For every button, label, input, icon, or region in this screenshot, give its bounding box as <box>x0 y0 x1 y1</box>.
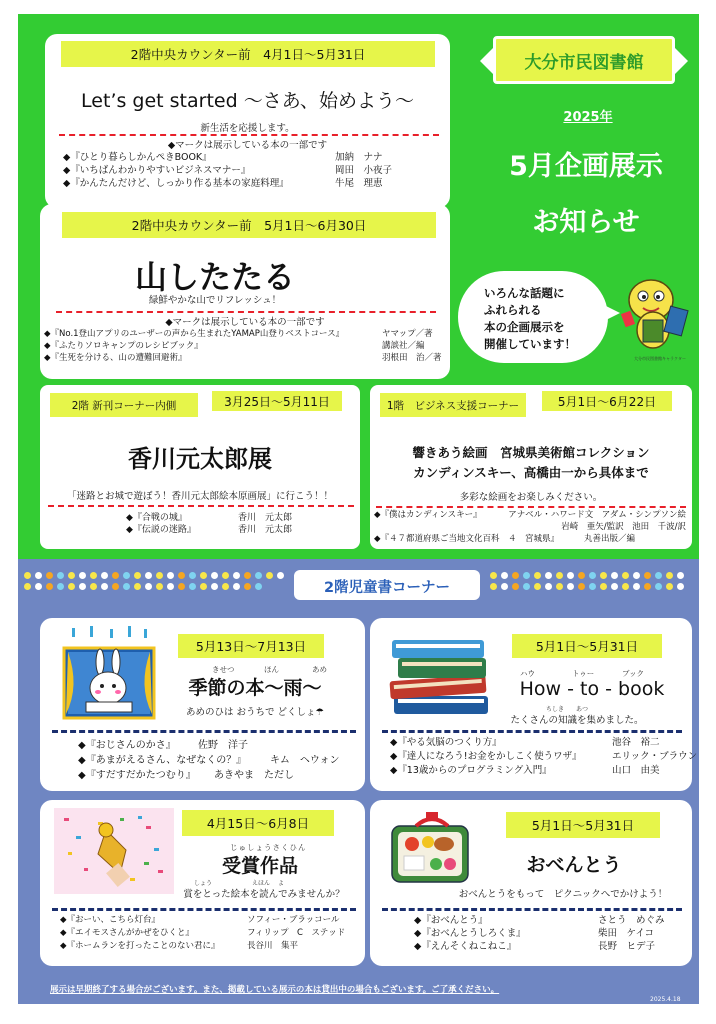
decorative-dot <box>222 572 229 579</box>
decorative-dot <box>189 572 196 579</box>
list-item <box>44 340 442 352</box>
decorative-dot <box>545 572 552 579</box>
ruby: あめ <box>312 665 327 674</box>
decorative-dot <box>46 572 53 579</box>
decorative-dot <box>134 572 141 579</box>
exhibit-business-card <box>370 385 692 549</box>
decorative-dot <box>578 583 585 590</box>
decorative-dot <box>112 583 119 590</box>
divider <box>48 505 354 507</box>
decorative-dot <box>512 572 519 579</box>
mascot-caption: 大分市民図書館キャラクター <box>634 356 686 361</box>
decorative-dot <box>523 583 530 590</box>
book-title: ◆『伝説の迷路』 <box>126 525 196 535</box>
ruby: ハウ <box>520 669 535 678</box>
decorative-dot <box>112 572 119 579</box>
decorative-dot <box>655 583 662 590</box>
decorative-dot <box>189 583 196 590</box>
book-title: ◆『おーい、こちら灯台』 <box>60 915 161 925</box>
book-author: 加納 ナナ <box>335 152 383 163</box>
book-list <box>414 914 665 953</box>
ruby: ちしき <box>546 706 565 713</box>
header-year: 2025年 <box>563 110 613 125</box>
decorative-dot <box>167 572 174 579</box>
book-title: ◆『ホームランを打ったことのない君に』 <box>60 941 220 951</box>
exhibit-yama-card <box>40 204 450 379</box>
decorative-dot <box>101 583 108 590</box>
exhibit-yama-note: ◆マークは展示している本の一部です <box>165 317 325 328</box>
book-title: ◆『13歳からのプログラミング入門』 <box>390 765 552 776</box>
kisetsu-dates: 5月13日～7月13日 <box>178 634 324 658</box>
decorative-dot <box>233 583 240 590</box>
decorative-dot <box>145 572 152 579</box>
children-heading-box <box>294 570 480 600</box>
list-item <box>374 521 686 533</box>
book-title: ◆『あまがえるさん、なぜなくの？』 <box>78 755 247 766</box>
ruby: よ <box>278 880 285 887</box>
obento-subtitle: おべんとうをもって ピクニックへでかけよう！ <box>458 889 668 900</box>
bubble-line: 開催しています！ <box>484 337 576 351</box>
book-list <box>374 509 686 545</box>
jushou-dates: 4月15日～6月8日 <box>182 810 334 836</box>
book-author: あきやま ただし <box>214 770 294 781</box>
footer-date: 2025.4.18 <box>650 996 681 1003</box>
exhibit-letsget-place-dates: 2階中央カウンター前 4月1日～5月31日 <box>61 41 435 67</box>
book-author: 池谷 裕二 <box>612 737 660 748</box>
decorative-dot <box>666 583 673 590</box>
decorative-dot <box>156 572 163 579</box>
decorative-dot <box>134 583 141 590</box>
decorative-dot <box>101 572 108 579</box>
book-list <box>60 914 345 953</box>
book-title: ◆『エイモスさんがかぜをひくと』 <box>60 928 195 938</box>
book-list <box>44 328 442 364</box>
ruby: しょう <box>194 880 213 887</box>
book-author: 柴田 ケイコ <box>598 928 654 939</box>
decorative-dot <box>567 572 574 579</box>
decorative-dot <box>556 572 563 579</box>
bento-box-illustration <box>386 810 478 890</box>
book-author: 丸善出版／編 <box>584 534 636 544</box>
ruby: きせつ <box>212 665 235 674</box>
decorative-dot <box>534 583 541 590</box>
book-author: アナベル・ハワード文 アダム・シンプソン絵 <box>508 510 686 520</box>
book-title: ◆『ひとり暮らしかんぺきBOOK』 <box>63 152 212 163</box>
book-list <box>126 512 292 536</box>
divider <box>382 730 682 733</box>
divider <box>56 311 436 313</box>
book-author: 岡田 小夜子 <box>335 165 393 176</box>
bubble-line: いろんな話題に <box>484 286 565 300</box>
list-item <box>60 927 345 940</box>
decorative-dot <box>233 572 240 579</box>
list-item <box>390 764 697 778</box>
decorative-dot <box>57 572 64 579</box>
exhibit-kagawa-subtitle: 「迷路とお城で遊ぼう！香川元太郎絵本原画展」に行こう！！ <box>66 491 333 502</box>
jushou-subtitle: 賞をとった絵本を読んでみませんか？ <box>183 889 345 900</box>
ruby: あつ <box>576 706 589 713</box>
book-title: ◆『４７都道府県ご当地文化百科 ４ 宮城県』 <box>374 534 560 544</box>
book-author: 香川 元太郎 <box>238 513 293 523</box>
list-item <box>44 352 442 364</box>
exhibit-kagawa-title: 香川元太郎展 <box>128 445 272 473</box>
decorative-dot <box>644 572 651 579</box>
exhibit-yama-subtitle: 緑鮮やかな山でリフレッシュ！ <box>148 295 282 306</box>
decorative-dot <box>244 583 251 590</box>
divider <box>59 134 439 136</box>
decorative-dot <box>523 572 530 579</box>
list-item <box>63 177 392 190</box>
decorative-dot <box>633 583 640 590</box>
book-title: ◆『生死を分ける、山の遭難回避術』 <box>44 353 187 363</box>
decorative-dot <box>123 583 130 590</box>
divider <box>52 908 356 911</box>
decorative-dot <box>644 583 651 590</box>
decorative-dot <box>79 583 86 590</box>
decorative-dot <box>266 572 273 579</box>
howto-dates: 5月1日～5月31日 <box>512 634 662 658</box>
list-item <box>78 768 340 783</box>
book-title: ◆『おべんとう』 <box>414 915 488 926</box>
divider <box>52 730 356 733</box>
books-stack-illustration <box>388 636 494 718</box>
decorative-dot <box>24 572 31 579</box>
list-item <box>414 927 665 940</box>
book-author: 山口 由美 <box>612 765 660 776</box>
decorative-dot <box>167 583 174 590</box>
decorative-dot <box>277 572 284 579</box>
ruby: ほん <box>264 665 279 674</box>
list-item <box>374 533 686 545</box>
decorative-dot <box>211 583 218 590</box>
decorative-dot <box>24 583 31 590</box>
exhibit-letsget-note: ◆マークは展示している本の一部です <box>167 140 328 151</box>
decorative-dot <box>611 572 618 579</box>
decorative-dot <box>501 572 508 579</box>
decorative-dot <box>677 583 684 590</box>
children-heading: 2階児童書コーナー <box>323 580 451 596</box>
bubble-line: ふれられる <box>484 303 542 317</box>
list-item <box>390 736 697 750</box>
decorative-dot <box>211 572 218 579</box>
exhibit-letsget-subtitle: 新生活を応援します。 <box>200 123 295 134</box>
decorative-dot <box>633 572 640 579</box>
book-title: ◆『かんたんだけど、しっかり作る基本の家庭料理』 <box>63 178 289 189</box>
book-author: 長谷川 集平 <box>247 941 299 951</box>
decorative-dot <box>244 572 251 579</box>
decorative-dot <box>145 583 152 590</box>
decorative-dot <box>255 572 262 579</box>
header-title-line2: お知らせ <box>532 207 640 238</box>
decorative-dot <box>622 572 629 579</box>
book-title: ◆『合戦の城』 <box>126 513 187 523</box>
decorative-dot <box>545 583 552 590</box>
book-author: キム ヘウォン <box>270 755 340 766</box>
list-item <box>78 738 340 753</box>
exhibit-kagawa-dates: 3月25日～5月11日 <box>212 391 342 411</box>
book-title: ◆『おべんとうしろくま』 <box>414 928 526 939</box>
exhibit-letsget-title: Let’s get started ～さあ、始めよう～ <box>81 90 414 112</box>
decorative-dot <box>46 583 53 590</box>
book-author: 牛尾 理恵 <box>335 178 383 189</box>
decorative-dot <box>178 572 185 579</box>
book-title: ◆『ふたりソロキャンプのレシピブック』 <box>44 341 203 351</box>
book-author: 羽根田 治／著 <box>382 353 442 363</box>
kisetsu-subtitle: あめのひは おうちで どくしょ☂ <box>186 707 324 718</box>
book-author: 長野 ヒデ子 <box>598 941 656 952</box>
decorative-dot <box>655 572 662 579</box>
ruby: ブック <box>622 669 644 678</box>
list-item <box>126 524 292 536</box>
exhibit-yama-title: 山したたる <box>134 258 295 296</box>
list-item <box>44 328 442 340</box>
book-title: ◆『僕はカンディンスキー』 <box>374 510 482 520</box>
kisetsu-card <box>40 618 365 791</box>
book-author: 岩崎 亜矢/監訳 池田 千波/訳 <box>561 522 686 532</box>
decorative-dot <box>156 583 163 590</box>
list-item <box>414 914 665 927</box>
jushou-title: 受賞作品 <box>221 855 298 877</box>
book-author: 香川 元太郎 <box>238 525 293 535</box>
book-list <box>78 738 340 783</box>
ribbon-right <box>674 47 688 75</box>
howto-card <box>370 618 698 791</box>
decorative-dot <box>600 583 607 590</box>
library-name: 大分市民図書館 <box>524 53 644 73</box>
exhibit-business-subtitle: 多彩な絵画をお楽しみください。 <box>459 492 603 503</box>
decorative-dot <box>200 583 207 590</box>
decorative-dot <box>35 583 42 590</box>
decorative-dot <box>490 583 497 590</box>
bubble-line: 本の企画展示を <box>484 320 565 334</box>
decorative-dot <box>35 572 42 579</box>
exhibit-business-dates: 5月1日～6月22日 <box>542 391 672 411</box>
decorative-dot <box>255 583 262 590</box>
exhibit-kagawa-card <box>40 385 360 549</box>
decorative-dot <box>222 583 229 590</box>
decorative-dot <box>611 583 618 590</box>
list-item <box>78 753 340 768</box>
decorative-dot <box>666 572 673 579</box>
book-author: ソフィー・ブラッコール <box>247 915 340 925</box>
book-list <box>63 151 392 190</box>
decorative-dot <box>200 572 207 579</box>
footer-notice: 展示は早期終了する場合がございます。また、掲載している展示の本は貸出中の場合もございます。ご了承ください。 <box>50 985 500 995</box>
speech-bubble <box>458 271 608 363</box>
decorative-dot <box>622 583 629 590</box>
header-title-line1: 5月企画展示 <box>509 151 663 182</box>
obento-title: おべんとう <box>526 854 622 876</box>
howto-subtitle: たくさんの知識を集めました。 <box>510 715 644 726</box>
ruby: じゅしょうさくひん <box>230 843 307 852</box>
decorative-dot <box>677 572 684 579</box>
book-title <box>374 521 496 533</box>
list-item <box>63 164 392 177</box>
decorative-dots-right <box>490 572 690 590</box>
book-title: ◆『やる気脳のつくり方』 <box>390 737 502 748</box>
decorative-dot <box>57 583 64 590</box>
decorative-dots-left <box>24 572 286 590</box>
ruby: えほん <box>252 880 271 887</box>
book-author: エリック・ブラウン <box>612 751 698 762</box>
decorative-dot <box>589 572 596 579</box>
exhibit-yama-place-dates: 2階中央カウンター前 5月1日～6月30日 <box>62 212 436 238</box>
decorative-dot <box>90 583 97 590</box>
decorative-dot <box>79 572 86 579</box>
book-title: ◆『いちばんわかりやすいビジネスマナー』 <box>63 165 251 176</box>
ruby: トゥー <box>572 669 595 678</box>
divider <box>382 908 682 911</box>
jushou-card <box>40 800 365 966</box>
book-title: ◆『すだすだかたつむり』 <box>78 770 196 781</box>
book-list <box>390 736 697 778</box>
decorative-dot <box>567 583 574 590</box>
flyer <box>18 14 699 1004</box>
list-item <box>60 914 345 927</box>
exhibit-business-title-line1: 響きあう絵画 宮城県美術館コレクション <box>412 445 650 460</box>
decorative-dot <box>490 572 497 579</box>
library-banner <box>493 36 675 84</box>
rabbit-window-illustration <box>60 626 158 726</box>
book-title: ◆『達人になろう!お金をかしこく使うワザ』 <box>390 751 582 762</box>
kisetsu-title: 季節の本～雨～ <box>188 677 322 699</box>
book-author: 佐野 洋子 <box>198 740 248 751</box>
exhibit-business-place: 1階 ビジネス支援コーナー <box>380 393 526 417</box>
decorative-dot <box>512 583 519 590</box>
divider <box>376 506 686 508</box>
exhibit-letsget-card <box>45 34 450 208</box>
list-item <box>374 509 686 521</box>
decorative-dot <box>578 572 585 579</box>
decorative-dot <box>589 583 596 590</box>
book-title: ◆『おじさんのかさ』 <box>78 740 176 751</box>
list-item <box>414 940 665 953</box>
obento-dates: 5月1日～5月31日 <box>506 812 660 838</box>
decorative-dot <box>90 572 97 579</box>
howto-title: How - to - book <box>519 678 665 700</box>
list-item <box>390 750 697 764</box>
trophy-confetti-illustration <box>54 808 174 894</box>
ribbon-left <box>480 47 494 75</box>
book-title: ◆『No.1登山アプリのユーザーの声から生まれたYAMAP山登りベストコース』 <box>44 329 345 339</box>
decorative-dot <box>68 572 75 579</box>
book-author: 講談社／編 <box>382 341 425 351</box>
decorative-dot <box>178 583 185 590</box>
exhibit-business-title-line2: カンディンスキー、高橋由一から具体まで <box>413 465 649 480</box>
decorative-dot <box>501 583 508 590</box>
decorative-dot <box>600 572 607 579</box>
book-title: ◆『えんそくねこねこ』 <box>414 941 517 952</box>
decorative-dot <box>534 572 541 579</box>
book-author: さとう めぐみ <box>598 915 665 926</box>
decorative-dot <box>556 583 563 590</box>
decorative-dot <box>123 572 130 579</box>
obento-card <box>370 800 692 966</box>
decorative-dot <box>68 583 75 590</box>
exhibit-kagawa-place: 2階 新刊コーナー内側 <box>50 393 198 417</box>
list-item <box>60 940 345 953</box>
book-author: フィリップ C ステッド <box>247 928 346 938</box>
list-item <box>126 512 292 524</box>
list-item <box>63 151 392 164</box>
book-author: ヤマップ／著 <box>382 329 433 339</box>
mascot-illustration <box>613 272 695 358</box>
